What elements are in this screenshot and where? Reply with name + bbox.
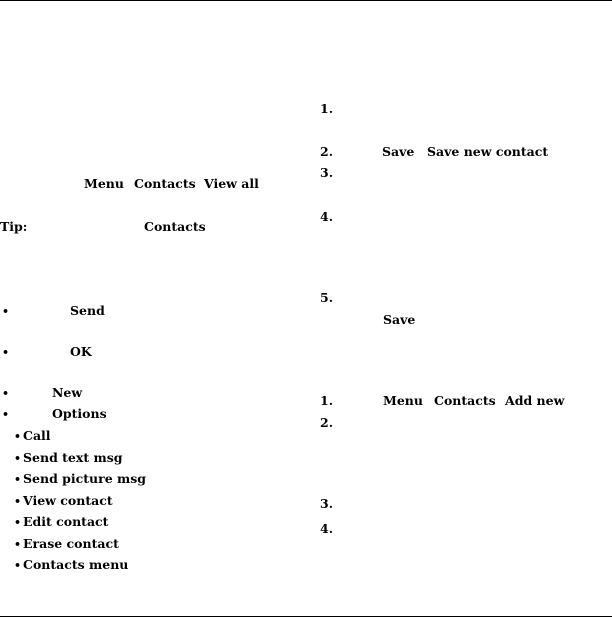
step-number: 5. — [320, 290, 334, 305]
options-item-view-contact: View contact — [23, 493, 113, 508]
nav-contacts: Contacts — [134, 176, 196, 191]
tip-contacts: Contacts — [144, 219, 206, 234]
step-number: 3. — [320, 165, 334, 180]
step-number: 3. — [320, 496, 334, 511]
step2-save: Save — [382, 144, 415, 159]
options-item-edit-contact: Edit contact — [23, 514, 109, 529]
step1-menu: Menu — [383, 393, 423, 408]
options-item-contacts-menu: Contacts menu — [23, 557, 129, 572]
step-number: 1. — [320, 393, 334, 408]
top-rule — [0, 0, 612, 1]
bullet-send: Send — [70, 303, 105, 318]
bullet-icon: • — [2, 387, 10, 400]
bullet-icon: • — [2, 346, 10, 359]
step-number: 2. — [320, 144, 334, 159]
step5-save: Save — [383, 312, 416, 327]
bullet-icon: • — [2, 408, 10, 421]
bullet-icon: • — [14, 473, 22, 486]
bottom-rule — [0, 616, 612, 617]
options-item-send-text: Send text msg — [23, 450, 123, 465]
step-number: 4. — [320, 209, 334, 224]
bullet-ok: OK — [70, 344, 92, 359]
bullet-icon: • — [14, 452, 22, 465]
bullet-icon: • — [14, 516, 22, 529]
bullet-options: Options — [52, 406, 107, 421]
options-item-send-picture: Send picture msg — [23, 471, 147, 486]
bullet-icon: • — [14, 430, 22, 443]
step-number: 4. — [320, 521, 334, 536]
nav-view-all: View all — [204, 176, 259, 191]
step1-contacts: Contacts — [434, 393, 496, 408]
step-number: 2. — [320, 415, 334, 430]
step-number: 1. — [320, 101, 334, 116]
bullet-icon: • — [14, 538, 22, 551]
options-item-call: Call — [23, 428, 51, 443]
bullet-icon: • — [2, 305, 10, 318]
step1-add-new: Add new — [505, 393, 565, 408]
nav-menu: Menu — [84, 176, 124, 191]
bullet-icon: • — [14, 559, 22, 572]
step2-save-new-contact: Save new contact — [427, 144, 549, 159]
tip-label: Tip: — [0, 219, 28, 234]
bullet-new: New — [52, 385, 83, 400]
options-item-erase-contact: Erase contact — [23, 536, 119, 551]
bullet-icon: • — [14, 495, 22, 508]
